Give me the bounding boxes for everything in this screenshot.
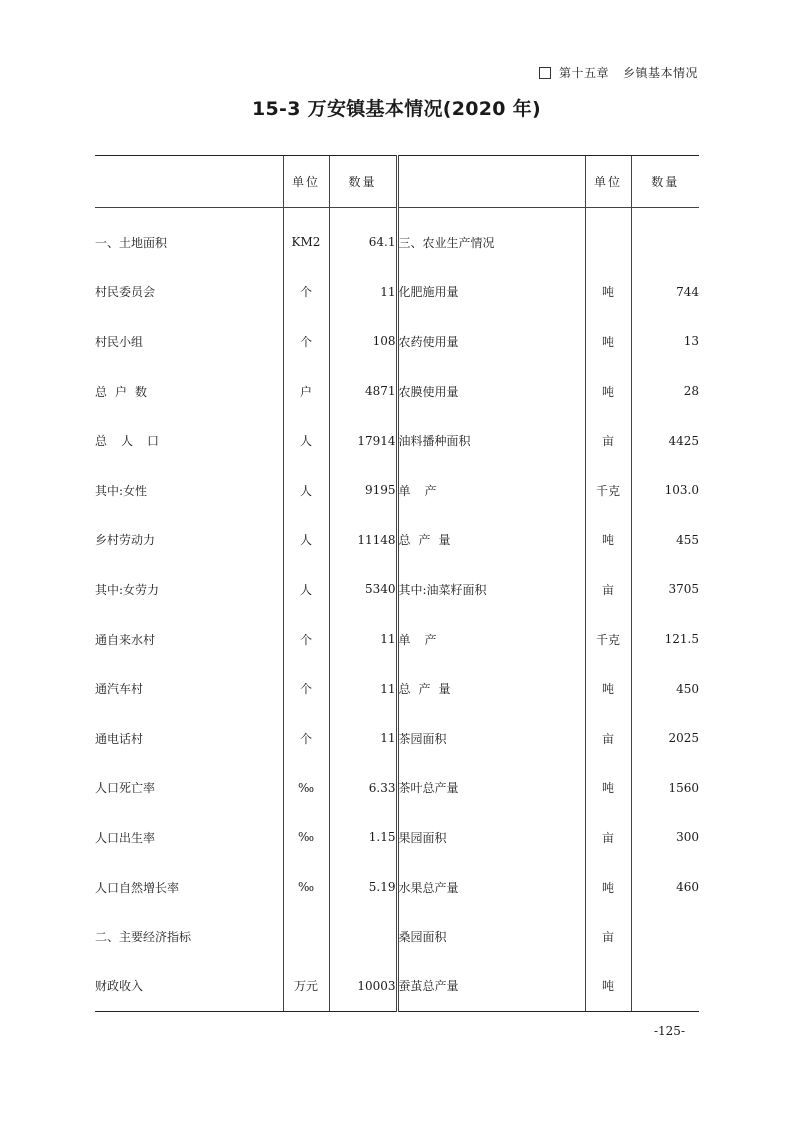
row-label-left: 人口自然增长率 xyxy=(95,880,180,895)
table-row xyxy=(95,664,699,714)
row-qty-right: 28 xyxy=(631,366,699,416)
row-label-left: 村民委员会 xyxy=(95,285,156,300)
row-label-right: 单产 xyxy=(398,483,451,498)
row-label-right: 桑园面积 xyxy=(398,930,447,945)
row-label-right: 茶园面积 xyxy=(398,731,447,746)
row-qty-left: 11 xyxy=(329,713,397,763)
row-label-left: 通自来水村 xyxy=(95,632,156,647)
table-row xyxy=(95,713,699,763)
row-qty-right: 3705 xyxy=(631,565,699,615)
row-qty-left: 108 xyxy=(329,317,397,367)
row-unit-right: 亩 xyxy=(585,813,631,863)
table-spacer xyxy=(95,208,699,218)
row-label-right: 化肥施用量 xyxy=(398,285,459,300)
row-qty-right: 2025 xyxy=(631,713,699,763)
row-label-left: 人口出生率 xyxy=(95,830,156,845)
row-label-left: 乡村劳动力 xyxy=(95,533,156,548)
row-label-left: 通电话村 xyxy=(95,731,144,746)
row-qty-right xyxy=(631,912,699,962)
row-label-right: 油料播种面积 xyxy=(398,434,471,449)
row-label-right: 总产量 xyxy=(398,533,459,548)
row-label-left: 人口死亡率 xyxy=(95,781,156,796)
row-unit-left: 人 xyxy=(283,416,329,466)
row-label-left: 总人口 xyxy=(95,434,174,449)
header-chapter: 第十五章 xyxy=(558,66,609,80)
header-unit-right: 单位 xyxy=(585,156,631,208)
header-blank-left xyxy=(95,156,283,208)
table-header-row xyxy=(95,156,699,208)
table-row xyxy=(95,862,699,912)
running-header xyxy=(539,64,698,81)
row-label-left: 其中:女性 xyxy=(95,483,148,498)
row-label-right: 果园面积 xyxy=(398,830,447,845)
row-qty-left: 5.19 xyxy=(329,862,397,912)
row-unit-right: 亩 xyxy=(585,713,631,763)
row-unit-right: 千克 xyxy=(585,465,631,515)
header-section: 乡镇基本情况 xyxy=(622,66,698,80)
table-row xyxy=(95,565,699,615)
page-number: -125- xyxy=(653,1024,685,1038)
row-qty-right: 460 xyxy=(631,862,699,912)
table-row xyxy=(95,614,699,664)
row-unit-left: 个 xyxy=(283,317,329,367)
row-label-left: 一、土地面积 xyxy=(95,235,168,250)
row-unit-right: 千克 xyxy=(585,614,631,664)
row-qty-left: 9195 xyxy=(329,465,397,515)
row-qty-right: 744 xyxy=(631,267,699,317)
table-row xyxy=(95,515,699,565)
row-qty-right: 13 xyxy=(631,317,699,367)
row-label-right: 水果总产量 xyxy=(398,880,459,895)
row-label-left: 总户数 xyxy=(95,384,156,399)
row-qty-right: 300 xyxy=(631,813,699,863)
row-label-left: 二、主要经济指标 xyxy=(95,930,192,945)
row-qty-left: 6.33 xyxy=(329,763,397,813)
table-row xyxy=(95,763,699,813)
row-qty-right: 103.0 xyxy=(631,465,699,515)
data-table xyxy=(95,155,699,1012)
row-qty-left: 10003 xyxy=(329,961,397,1011)
row-qty-right: 1560 xyxy=(631,763,699,813)
row-unit-left: 人 xyxy=(283,465,329,515)
row-label-right: 三、农业生产情况 xyxy=(398,235,495,250)
row-unit-left: 个 xyxy=(283,713,329,763)
row-qty-left: 64.1 xyxy=(329,218,397,268)
header-qty-right: 数量 xyxy=(631,156,699,208)
table-row xyxy=(95,366,699,416)
row-unit-left: ‰ xyxy=(283,862,329,912)
row-qty-left: 5340 xyxy=(329,565,397,615)
table-row xyxy=(95,912,699,962)
row-qty-right xyxy=(631,961,699,1011)
row-qty-left: 4871 xyxy=(329,366,397,416)
row-qty-left: 11148 xyxy=(329,515,397,565)
table-row xyxy=(95,813,699,863)
row-label-left: 村民小组 xyxy=(95,334,144,349)
row-qty-left xyxy=(329,912,397,962)
row-unit-right: 吨 xyxy=(585,664,631,714)
row-label-left: 通汽车村 xyxy=(95,682,144,697)
row-unit-left xyxy=(283,912,329,962)
table-row xyxy=(95,416,699,466)
table-row xyxy=(95,961,699,1011)
row-unit-right: 吨 xyxy=(585,317,631,367)
row-qty-left: 17914 xyxy=(329,416,397,466)
row-unit-right: 亩 xyxy=(585,912,631,962)
header-qty-left: 数量 xyxy=(329,156,397,208)
row-unit-left: ‰ xyxy=(283,763,329,813)
row-qty-left: 1.15 xyxy=(329,813,397,863)
row-qty-right xyxy=(631,218,699,268)
row-label-right: 其中:油菜籽面积 xyxy=(398,582,487,597)
row-unit-right: 吨 xyxy=(585,763,631,813)
row-label-right: 农药使用量 xyxy=(398,334,459,349)
row-label-right: 农膜使用量 xyxy=(398,384,459,399)
header-blank-right xyxy=(397,156,585,208)
row-unit-right: 吨 xyxy=(585,961,631,1011)
table-row xyxy=(95,267,699,317)
row-unit-right: 亩 xyxy=(585,565,631,615)
header-unit-left: 单位 xyxy=(283,156,329,208)
row-unit-left: 个 xyxy=(283,267,329,317)
table-row xyxy=(95,218,699,268)
row-qty-left: 11 xyxy=(329,614,397,664)
row-label-right: 单产 xyxy=(398,632,451,647)
row-unit-right xyxy=(585,218,631,268)
row-label-left: 财政收入 xyxy=(95,961,283,1011)
header-square-icon xyxy=(539,67,551,79)
row-qty-right: 450 xyxy=(631,664,699,714)
row-unit-left: KM2 xyxy=(283,218,329,268)
row-label-left: 其中:女劳力 xyxy=(95,582,160,597)
row-unit-left: 个 xyxy=(283,664,329,714)
row-unit-left: 人 xyxy=(283,565,329,615)
row-unit-left: 户 xyxy=(283,366,329,416)
page-title: 15-3 万安镇基本情况(2020 年) xyxy=(251,98,542,120)
row-qty-left: 11 xyxy=(329,267,397,317)
row-qty-left: 11 xyxy=(329,664,397,714)
row-unit-left: 万元 xyxy=(283,961,329,1011)
row-unit-right: 吨 xyxy=(585,515,631,565)
row-label-right: 总产量 xyxy=(398,682,459,697)
row-unit-right: 亩 xyxy=(585,416,631,466)
row-unit-left: 个 xyxy=(283,614,329,664)
table-row xyxy=(95,465,699,515)
row-label-right: 茶叶总产量 xyxy=(398,781,459,796)
row-qty-right: 455 xyxy=(631,515,699,565)
row-unit-left: ‰ xyxy=(283,813,329,863)
table-row xyxy=(95,317,699,367)
row-qty-right: 121.5 xyxy=(631,614,699,664)
row-unit-left: 人 xyxy=(283,515,329,565)
row-unit-right: 吨 xyxy=(585,862,631,912)
row-label-right: 蚕茧总产量 xyxy=(397,961,585,1011)
row-unit-right: 吨 xyxy=(585,267,631,317)
row-qty-right: 4425 xyxy=(631,416,699,466)
row-unit-right: 吨 xyxy=(585,366,631,416)
